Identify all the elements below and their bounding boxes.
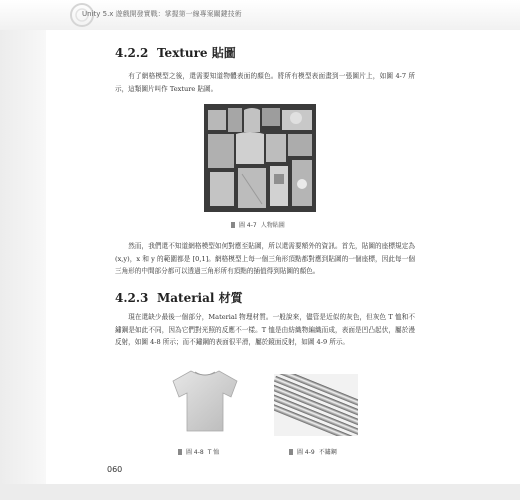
- caption-marker-icon: [231, 222, 235, 228]
- paragraph-text: 有了網格模型之後，還需要知道物體表面的顏色。將所有模型表面畫到一張圖片上，如圖 4-7 所示，這類圖片叫作 Texture 貼圖。: [115, 72, 415, 93]
- section-number: 4.2.2: [115, 46, 149, 60]
- paragraph-material-intro: [115, 311, 415, 349]
- figure-label: 圖 4-7: [239, 222, 257, 229]
- tshirt-icon: [165, 368, 245, 434]
- figure-9-caption: [289, 447, 337, 456]
- section-heading-texture: [115, 44, 236, 61]
- section-title: Material 材質: [157, 291, 243, 305]
- section-number: 4.2.3: [115, 291, 149, 305]
- figure-caption-text: 人物貼圖: [260, 222, 285, 229]
- paragraph-text: 然而，我們還不知道網格模型如何對應至貼圖，所以還需要額外的資訊。首先，貼圖的座標規定為 (x,y)，x 和 y 的範圍都是 [0,1]。網格模型上每一個三角形頂點都對應到貼圖的一個座標，因此每一個三角形的中間部分都可以透過三角形所有頂點的插值得到貼圖的顏色。: [115, 242, 415, 275]
- figure-caption-text: 不鏽鋼: [318, 449, 337, 456]
- left-margin-bar: [0, 30, 46, 500]
- figure-7-caption: [231, 220, 285, 229]
- texture-map-image: [204, 104, 316, 212]
- page-number: 060: [107, 465, 123, 474]
- figure-label: 圖 4-9: [297, 449, 315, 456]
- figure-8-caption: [178, 447, 219, 456]
- figure-stainless-steel: [274, 374, 358, 436]
- paragraph-texture-intro: [115, 70, 415, 95]
- section-heading-material: [115, 289, 243, 306]
- figure-tshirt: [165, 368, 245, 434]
- figure-caption-text: T 恤: [207, 449, 220, 456]
- paragraph-texture-coordinates: [115, 240, 415, 278]
- section-title: Texture 貼圖: [157, 46, 236, 60]
- caption-marker-icon: [178, 449, 182, 455]
- caption-marker-icon: [289, 449, 293, 455]
- header-title: Unity 5.x 遊戲開發實戰：掌握第一線專案關鍵技術: [82, 10, 242, 18]
- page-footer-band: [0, 484, 520, 500]
- figure-texture-map: [204, 104, 316, 212]
- paragraph-text: 現在還缺少最後一個部分，Material 物理材質。一般說來，儘管是近似的灰色，但灰色 T 恤和不鏽鋼是如此不同，因為它們對光照的反應不一樣。T 恤是由紡織物編織而成，表面是凹凸起伏，屬於漫反射，如圖 4-8 所示；而不鏽鋼的表面很平滑，屬於鏡面反射，如圖 4-9 所示。: [115, 313, 415, 346]
- page-header: [0, 0, 520, 30]
- steel-rods-icon: [274, 374, 358, 436]
- figure-label: 圖 4-8: [186, 449, 204, 456]
